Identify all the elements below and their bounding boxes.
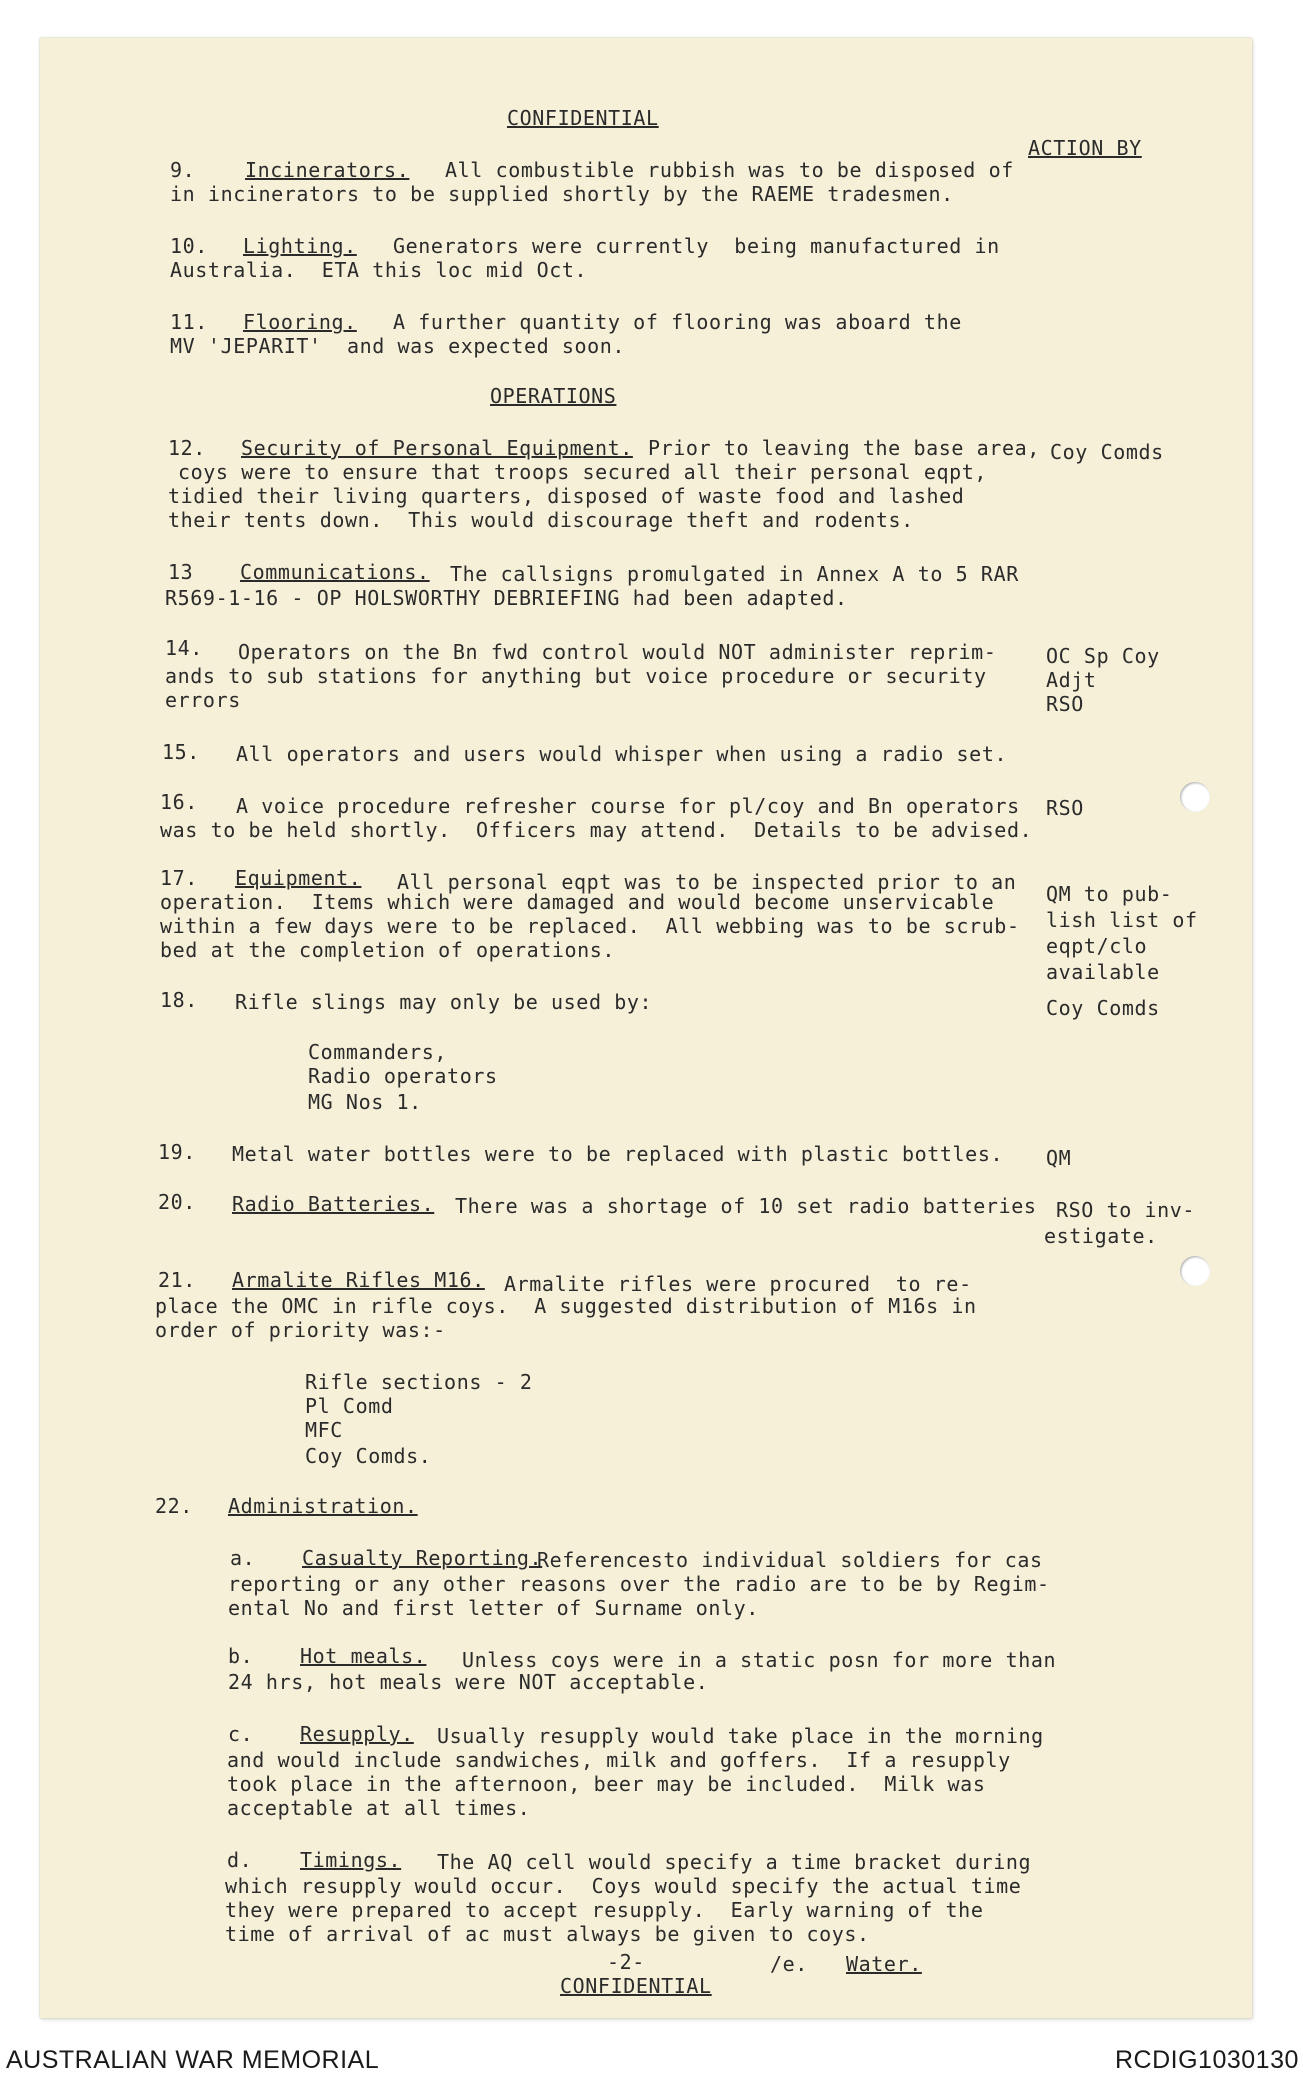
item-15-text: All operators and users would whisper when using a radio set. (236, 742, 1008, 766)
item-21-text: place the OMC in rifle coys. A suggested distribution of M16s in (155, 1294, 977, 1318)
punch-hole-bottom (1180, 1256, 1210, 1286)
item-22a-title: Casualty Reporting. (302, 1546, 543, 1570)
item-11-title: Flooring. (243, 310, 357, 334)
item-22b-text: Unless coys were in a static posn for more than (462, 1648, 1057, 1672)
item-17-text: All personal eqpt was to be inspected prior to an (397, 870, 1017, 894)
item-17-title: Equipment. (235, 866, 362, 890)
item-21-list-item: Coy Comds. (305, 1444, 432, 1468)
item-12-number: 12. (168, 436, 206, 460)
item-17-action: eqpt/clo (1046, 934, 1148, 958)
item-16-text: A voice procedure refresher course for pl/coy and Bn operators (236, 794, 1020, 818)
item-10-number: 10. (170, 234, 208, 258)
item-16-text: was to be held shortly. Officers may attend. Details to be advised. (160, 818, 1033, 842)
item-22a-text: Referencesto individual soldiers for cas (537, 1548, 1043, 1572)
item-10-text: Generators were currently being manufactured in (393, 234, 1000, 258)
item-22b-title: Hot meals. (300, 1644, 427, 1668)
item-12-action: Coy Comds (1050, 440, 1164, 464)
item-10-text: Australia. ETA this loc mid Oct. (170, 258, 588, 282)
item-22a-letter: a. (230, 1546, 256, 1570)
item-22d-text: which resupply would occur. Coys would specify the actual time (225, 1874, 1022, 1898)
item-22c-text: and would include sandwiches, milk and goffers. If a resupply (227, 1748, 1011, 1772)
item-14-number: 14. (165, 636, 203, 660)
item-18-text: Rifle slings may only be used by: (235, 990, 653, 1014)
item-21-list-item: Pl Comd (305, 1394, 394, 1418)
header-classification: CONFIDENTIAL (507, 106, 659, 130)
item-9-title: Incinerators. (245, 158, 410, 182)
item-14-action: OC Sp Coy (1046, 644, 1160, 668)
item-17-text: bed at the completion of operations. (160, 938, 616, 962)
item-12-text: coys were to ensure that troops secured all their personal eqpt, (178, 460, 988, 484)
item-22b-text: 24 hrs, hot meals were NOT acceptable. (228, 1670, 709, 1694)
item-19-text: Metal water bottles were to be replaced with plastic bottles. (232, 1142, 1004, 1166)
item-20-number: 20. (158, 1190, 196, 1214)
punch-hole-top (1180, 782, 1210, 812)
item-22a-text: reporting or any other reasons over the radio are to be by Regim- (228, 1572, 1050, 1596)
item-13-text: The callsigns promulgated in Annex A to 5 RAR (450, 562, 1019, 586)
item-20-title: Radio Batteries. (232, 1192, 435, 1216)
item-21-title: Armalite Rifles M16. (232, 1268, 485, 1292)
item-22c-text: acceptable at all times. (227, 1796, 531, 1820)
archive-reference: RCDIG1030130 (1115, 2046, 1299, 2074)
item-9-number: 9. (170, 158, 196, 182)
item-22-title: Administration. (228, 1494, 418, 1518)
continuation-mark: /e. (770, 1952, 808, 1976)
item-17-action: available (1046, 960, 1160, 984)
item-14-action: RSO (1046, 692, 1084, 716)
item-21-text: order of priority was:- (155, 1318, 446, 1342)
item-18-number: 18. (160, 988, 198, 1012)
item-14-text: Operators on the Bn fwd control would NOT administer reprim- (238, 640, 997, 664)
item-9-text: All combustible rubbish was to be disposed of (445, 158, 1014, 182)
item-22d-text: The AQ cell would specify a time bracket during (437, 1850, 1032, 1874)
item-18-list-item: MG Nos 1. (308, 1090, 422, 1114)
item-20-text: There was a shortage of 10 set radio batteries (455, 1194, 1037, 1218)
item-11-text: A further quantity of flooring was aboard the (393, 310, 962, 334)
item-22b-letter: b. (228, 1644, 254, 1668)
item-22c-letter: c. (228, 1722, 254, 1746)
archive-institution: AUSTRALIAN WAR MEMORIAL (6, 2046, 380, 2074)
item-18-list-item: Commanders, (308, 1040, 448, 1064)
item-22d-text: they were prepared to accept resupply. Early warning of the (225, 1898, 984, 1922)
catchword: Water. (846, 1952, 922, 1976)
item-13-title: Communications. (240, 560, 430, 584)
item-16-action: RSO (1046, 796, 1084, 820)
item-18-action: Coy Comds (1046, 996, 1160, 1020)
item-22c-text: Usually resupply would take place in the morning (437, 1724, 1044, 1748)
item-22d-title: Timings. (300, 1848, 402, 1872)
item-17-action: lish list of (1046, 908, 1198, 932)
item-17-text: operation. Items which were damaged and would become unservicable (160, 890, 995, 914)
item-11-number: 11. (170, 310, 208, 334)
item-14-text: errors (165, 688, 241, 712)
item-17-action: QM to pub- (1046, 882, 1173, 906)
item-10-title: Lighting. (243, 234, 357, 258)
item-22-number: 22. (155, 1494, 193, 1518)
page-number: -2- (607, 1950, 645, 1974)
item-12-title: Security of Personal Equipment. (241, 436, 633, 460)
item-19-action: QM (1046, 1146, 1072, 1170)
item-22a-text: ental No and first letter of Surname only. (228, 1596, 759, 1620)
item-19-number: 19. (158, 1140, 196, 1164)
item-20-action: estigate. (1044, 1224, 1158, 1248)
item-21-text: Armalite rifles were procured to re- (504, 1272, 972, 1296)
item-16-number: 16. (160, 790, 198, 814)
item-22d-letter: d. (227, 1848, 253, 1872)
operations-heading: OPERATIONS (490, 384, 617, 408)
item-17-number: 17. (160, 866, 198, 890)
item-13-text: R569-1-16 - OP HOLSWORTHY DEBRIEFING had been adapted. (165, 586, 848, 610)
item-21-number: 21. (158, 1268, 196, 1292)
item-21-list-item: MFC (305, 1418, 343, 1442)
item-14-action: Adjt (1046, 668, 1097, 692)
item-14-text: ands to sub stations for anything but voice procedure or security (165, 664, 987, 688)
item-22d-text: time of arrival of ac must always be given to coys. (225, 1922, 870, 1946)
item-22c-text: took place in the afternoon, beer may be included. Milk was (227, 1772, 986, 1796)
item-11-text: MV 'JEPARIT' and was expected soon. (170, 334, 626, 358)
item-18-list-item: Radio operators (308, 1064, 498, 1088)
action-by-heading: ACTION BY (1028, 136, 1142, 160)
item-21-list-item: Rifle sections - 2 (305, 1370, 533, 1394)
item-20-action: RSO to inv- (1056, 1198, 1196, 1222)
footer-classification: CONFIDENTIAL (560, 1974, 712, 1998)
item-13-number: 13 (168, 560, 194, 584)
item-9-text: in incinerators to be supplied shortly by the RAEME tradesmen. (170, 182, 954, 206)
item-22c-title: Resupply. (300, 1722, 414, 1746)
item-17-text: within a few days were to be replaced. All webbing was to be scrub- (160, 914, 1020, 938)
item-15-number: 15. (162, 740, 200, 764)
item-12-text: their tents down. This would discourage theft and rodents. (168, 508, 914, 532)
item-12-text: tidied their living quarters, disposed of waste food and lashed (168, 484, 965, 508)
item-12-text: Prior to leaving the base area, (648, 436, 1040, 460)
